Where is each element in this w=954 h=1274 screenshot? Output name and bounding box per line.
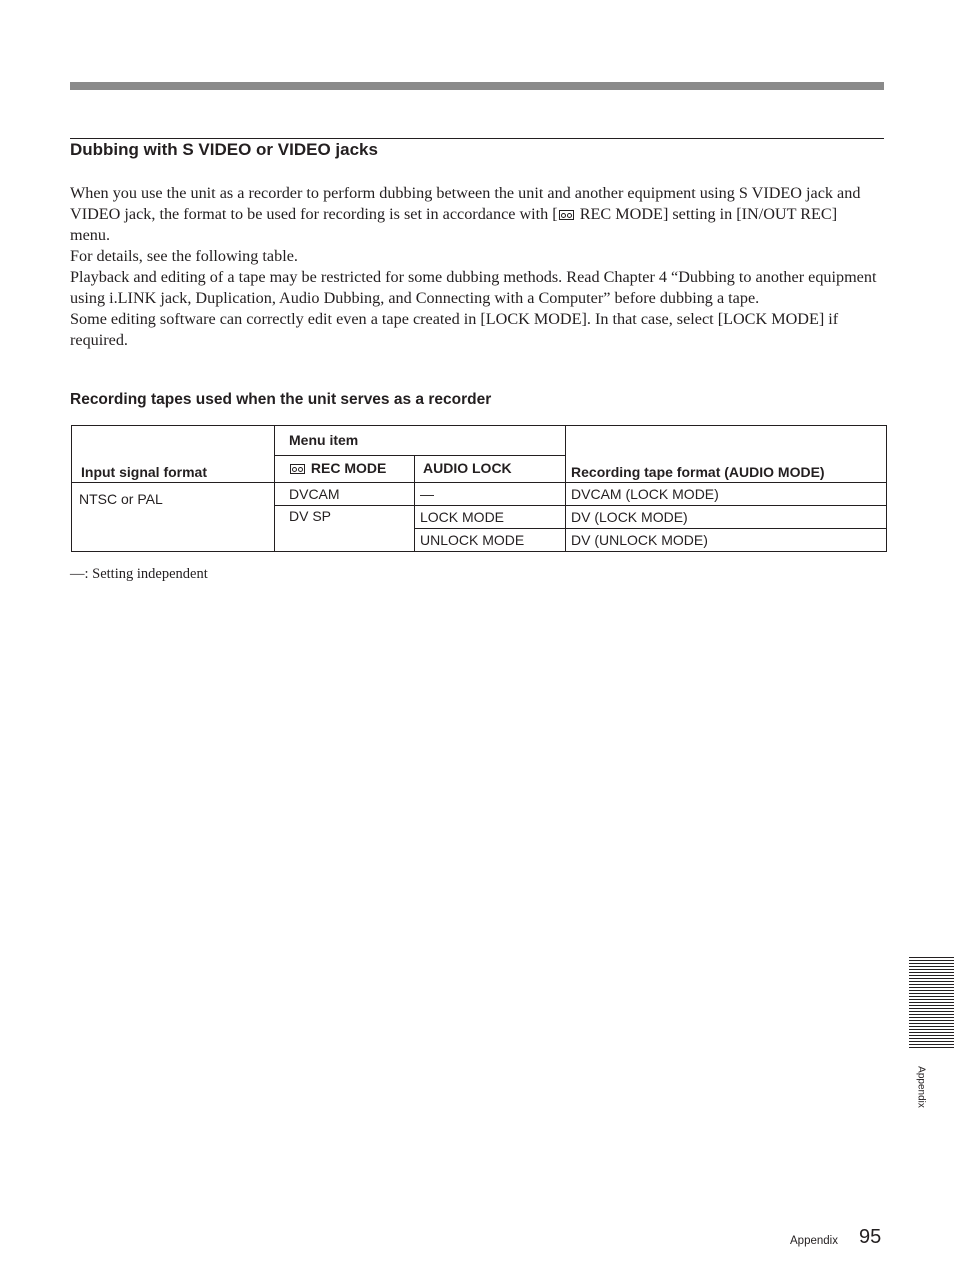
- header-recording-tape-format: Recording tape format (AUDIO MODE): [566, 426, 887, 483]
- audio-lock-cell: —: [415, 483, 566, 506]
- table-footnote: —: Setting independent: [70, 566, 208, 582]
- header-audio-lock: AUDIO LOCK: [415, 456, 566, 483]
- header-rec-mode-label: REC MODE: [310, 460, 387, 476]
- paragraph-1-end: REC MODE] setting in [IN/OUT REC] menu.: [70, 205, 838, 244]
- chapter-thumb-tab: [909, 957, 954, 1049]
- rec-mode-cell: DV SP: [275, 506, 415, 552]
- tape-cassette-icon: [290, 464, 305, 474]
- rec-mode-cell: DVCAM: [275, 483, 415, 506]
- header-input-signal-format: Input signal format: [72, 426, 275, 483]
- top-rule-bar: [70, 82, 884, 90]
- paragraph-2: For details, see the following table.: [70, 247, 298, 265]
- section-heading: Dubbing with S VIDEO or VIDEO jacks: [70, 140, 378, 159]
- section-rule: [70, 138, 884, 139]
- subsection-heading: Recording tapes used when the unit serves as a recorder: [70, 391, 492, 408]
- paragraph-1: [70, 183, 878, 246]
- footer-section-label: Appendix: [790, 1235, 838, 1247]
- page-number: 95: [859, 1226, 882, 1248]
- tape-format-cell: DV (LOCK MODE): [566, 506, 887, 529]
- audio-lock-cell: UNLOCK MODE: [415, 529, 566, 552]
- tape-format-cell: DV (UNLOCK MODE): [566, 529, 887, 552]
- tape-format-cell: DVCAM (LOCK MODE): [566, 483, 887, 506]
- tape-cassette-icon: [559, 210, 574, 220]
- paragraph-3: Playback and editing of a tape may be restricted for some dubbing methods. Read Chapter 4 “Dubbing to another equipment using i.LINK jack, Duplication, Audio Dubbing, and Connecting with a Computer” before dubbing a tape.: [70, 268, 877, 307]
- audio-lock-cell: LOCK MODE: [415, 506, 566, 529]
- table-row: [72, 483, 887, 506]
- header-menu-item: Menu item: [275, 426, 566, 456]
- recording-format-table: [71, 425, 887, 552]
- side-tab-label: Appendix: [915, 1066, 927, 1108]
- body-text: [70, 183, 878, 351]
- paragraph-1-start: When you use the unit as a recorder to perform dubbing between the unit and another equipment using S VIDEO jack and VIDEO jack, the format to be used for recording is set in accordance with [: [70, 184, 861, 223]
- paragraph-4: Some editing software can correctly edit even a tape created in [LOCK MODE]. In that case, select [LOCK MODE] if required.: [70, 310, 839, 349]
- input-cell: NTSC or PAL: [72, 483, 275, 552]
- header-rec-mode: [275, 456, 415, 483]
